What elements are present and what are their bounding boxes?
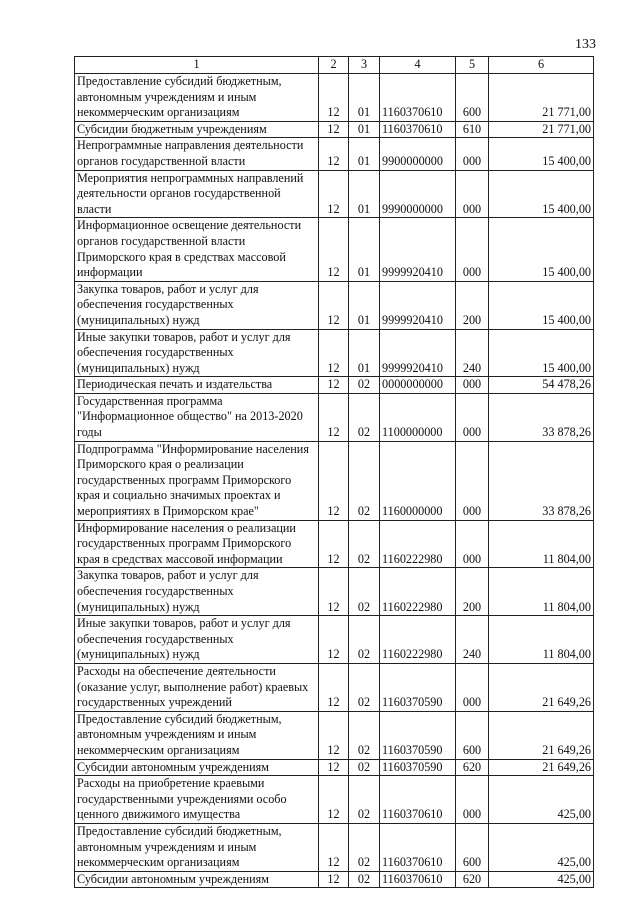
row-section: 12 xyxy=(319,121,349,138)
row-amount: 425,00 xyxy=(489,823,594,871)
row-name: Информирование населения о реализации государственных программ Приморского края в средствах массовой информации xyxy=(75,520,319,568)
row-name: Мероприятия непрограммных направлений деятельности органов государственной власти xyxy=(75,170,319,218)
row-name: Периодическая печать и издательства xyxy=(75,377,319,394)
row-section: 12 xyxy=(319,281,349,329)
row-subsection: 01 xyxy=(349,281,380,329)
row-subsection: 02 xyxy=(349,393,380,441)
row-target-article: 0000000000 xyxy=(380,377,456,394)
row-section: 12 xyxy=(319,377,349,394)
table-row xyxy=(75,441,594,520)
row-expense-type: 000 xyxy=(456,663,489,711)
row-amount: 21 649,26 xyxy=(489,759,594,776)
row-section: 12 xyxy=(319,520,349,568)
row-expense-type: 000 xyxy=(456,441,489,520)
row-expense-type: 000 xyxy=(456,218,489,281)
row-subsection: 01 xyxy=(349,170,380,218)
page-number: 133 xyxy=(575,37,596,52)
row-amount: 21 649,26 xyxy=(489,663,594,711)
row-amount: 33 878,26 xyxy=(489,393,594,441)
row-section: 12 xyxy=(319,616,349,664)
row-expense-type: 600 xyxy=(456,823,489,871)
row-expense-type: 000 xyxy=(456,170,489,218)
header-cell-section: 2 xyxy=(319,57,349,74)
row-amount: 15 400,00 xyxy=(489,138,594,170)
row-target-article: 1160370610 xyxy=(380,121,456,138)
row-section: 12 xyxy=(319,776,349,824)
row-name: Субсидии автономным учреждениям xyxy=(75,871,319,888)
row-section: 12 xyxy=(319,218,349,281)
row-section: 12 xyxy=(319,759,349,776)
row-name: Расходы на приобретение краевыми государственными учреждениями особо ценного движимого имущества xyxy=(75,776,319,824)
row-subsection: 01 xyxy=(349,74,380,122)
row-target-article: 9999920410 xyxy=(380,329,456,377)
row-subsection: 02 xyxy=(349,441,380,520)
row-subsection: 02 xyxy=(349,568,380,616)
row-name: Непрограммные направления деятельности органов государственной власти xyxy=(75,138,319,170)
row-target-article: 9990000000 xyxy=(380,170,456,218)
row-target-article: 1160222980 xyxy=(380,616,456,664)
table-row xyxy=(75,138,594,170)
row-name: Предоставление субсидий бюджетным, автономным учреждениям и иным некоммерческим организациям xyxy=(75,823,319,871)
table-row xyxy=(75,776,594,824)
row-name: Иные закупки товаров, работ и услуг для обеспечения государственных (муниципальных) нужд xyxy=(75,329,319,377)
row-expense-type: 600 xyxy=(456,74,489,122)
header-cell-subsection: 3 xyxy=(349,57,380,74)
row-amount: 21 771,00 xyxy=(489,74,594,122)
table-row xyxy=(75,616,594,664)
row-expense-type: 620 xyxy=(456,871,489,888)
row-target-article: 1160370590 xyxy=(380,663,456,711)
row-expense-type: 000 xyxy=(456,138,489,170)
row-expense-type: 600 xyxy=(456,711,489,759)
row-amount: 11 804,00 xyxy=(489,568,594,616)
table-row xyxy=(75,281,594,329)
row-subsection: 02 xyxy=(349,711,380,759)
row-amount: 21 649,26 xyxy=(489,711,594,759)
header-cell-expense-type: 5 xyxy=(456,57,489,74)
row-expense-type: 000 xyxy=(456,776,489,824)
header-cell-target-article: 4 xyxy=(380,57,456,74)
row-name: Субсидии бюджетным учреждениям xyxy=(75,121,319,138)
row-name: Иные закупки товаров, работ и услуг для обеспечения государственных (муниципальных) нужд xyxy=(75,616,319,664)
row-target-article: 1160370610 xyxy=(380,823,456,871)
row-subsection: 01 xyxy=(349,138,380,170)
row-amount: 15 400,00 xyxy=(489,170,594,218)
row-expense-type: 240 xyxy=(456,329,489,377)
row-amount: 33 878,26 xyxy=(489,441,594,520)
row-amount: 15 400,00 xyxy=(489,281,594,329)
row-expense-type: 200 xyxy=(456,568,489,616)
row-amount: 425,00 xyxy=(489,776,594,824)
table-row xyxy=(75,759,594,776)
row-target-article: 1160370610 xyxy=(380,74,456,122)
row-amount: 11 804,00 xyxy=(489,616,594,664)
row-subsection: 02 xyxy=(349,663,380,711)
row-target-article: 1100000000 xyxy=(380,393,456,441)
row-section: 12 xyxy=(319,138,349,170)
row-name: Предоставление субсидий бюджетным, автономным учреждениям и иным некоммерческим организациям xyxy=(75,711,319,759)
table-row xyxy=(75,823,594,871)
row-section: 12 xyxy=(319,393,349,441)
row-target-article: 1160370590 xyxy=(380,759,456,776)
row-subsection: 01 xyxy=(349,218,380,281)
row-section: 12 xyxy=(319,441,349,520)
table-row xyxy=(75,329,594,377)
table-row xyxy=(75,871,594,888)
row-expense-type: 610 xyxy=(456,121,489,138)
row-target-article: 1160222980 xyxy=(380,520,456,568)
table-row xyxy=(75,520,594,568)
row-section: 12 xyxy=(319,823,349,871)
row-expense-type: 000 xyxy=(456,393,489,441)
row-expense-type: 000 xyxy=(456,377,489,394)
row-subsection: 02 xyxy=(349,616,380,664)
budget-table xyxy=(74,56,594,888)
row-subsection: 02 xyxy=(349,823,380,871)
table-header-row xyxy=(75,57,594,74)
row-section: 12 xyxy=(319,568,349,616)
table-row xyxy=(75,377,594,394)
row-amount: 15 400,00 xyxy=(489,329,594,377)
row-target-article: 1160222980 xyxy=(380,568,456,616)
row-amount: 425,00 xyxy=(489,871,594,888)
row-name: Предоставление субсидий бюджетным, автономным учреждениям и иным некоммерческим организациям xyxy=(75,74,319,122)
row-subsection: 01 xyxy=(349,121,380,138)
table-row xyxy=(75,568,594,616)
row-section: 12 xyxy=(319,329,349,377)
table-row xyxy=(75,663,594,711)
row-target-article: 9999920410 xyxy=(380,281,456,329)
row-expense-type: 200 xyxy=(456,281,489,329)
row-name: Расходы на обеспечение деятельности (оказание услуг, выполнение работ) краевых государственных учреждений xyxy=(75,663,319,711)
row-subsection: 01 xyxy=(349,329,380,377)
table-row xyxy=(75,74,594,122)
row-target-article: 9999920410 xyxy=(380,218,456,281)
row-section: 12 xyxy=(319,74,349,122)
row-subsection: 02 xyxy=(349,776,380,824)
table-row xyxy=(75,170,594,218)
row-target-article: 1160370610 xyxy=(380,871,456,888)
row-target-article: 1160370610 xyxy=(380,776,456,824)
table-row xyxy=(75,218,594,281)
row-target-article: 1160370590 xyxy=(380,711,456,759)
row-section: 12 xyxy=(319,711,349,759)
row-name: Подпрограмма "Информирование населения Приморского края о реализации государственных программ Приморского края и социально значимых проектах и мероприятиях в Приморском крае" xyxy=(75,441,319,520)
row-amount: 11 804,00 xyxy=(489,520,594,568)
row-name: Информационное освещение деятельности органов государственной власти Приморского края в средствах массовой информации xyxy=(75,218,319,281)
table-row xyxy=(75,393,594,441)
row-expense-type: 000 xyxy=(456,520,489,568)
table-row xyxy=(75,121,594,138)
row-amount: 15 400,00 xyxy=(489,218,594,281)
row-subsection: 02 xyxy=(349,377,380,394)
header-cell-amount: 6 xyxy=(489,57,594,74)
row-name: Субсидии автономным учреждениям xyxy=(75,759,319,776)
row-section: 12 xyxy=(319,170,349,218)
row-name: Закупка товаров, работ и услуг для обеспечения государственных (муниципальных) нужд xyxy=(75,568,319,616)
row-amount: 54 478,26 xyxy=(489,377,594,394)
table-row xyxy=(75,711,594,759)
row-section: 12 xyxy=(319,871,349,888)
header-cell-name: 1 xyxy=(75,57,319,74)
row-section: 12 xyxy=(319,663,349,711)
row-name: Закупка товаров, работ и услуг для обеспечения государственных (муниципальных) нужд xyxy=(75,281,319,329)
row-expense-type: 620 xyxy=(456,759,489,776)
row-subsection: 02 xyxy=(349,520,380,568)
row-expense-type: 240 xyxy=(456,616,489,664)
row-target-article: 9900000000 xyxy=(380,138,456,170)
row-name: Государственная программа "Информационное общество" на 2013-2020 годы xyxy=(75,393,319,441)
row-subsection: 02 xyxy=(349,759,380,776)
row-amount: 21 771,00 xyxy=(489,121,594,138)
row-subsection: 02 xyxy=(349,871,380,888)
row-target-article: 1160000000 xyxy=(380,441,456,520)
